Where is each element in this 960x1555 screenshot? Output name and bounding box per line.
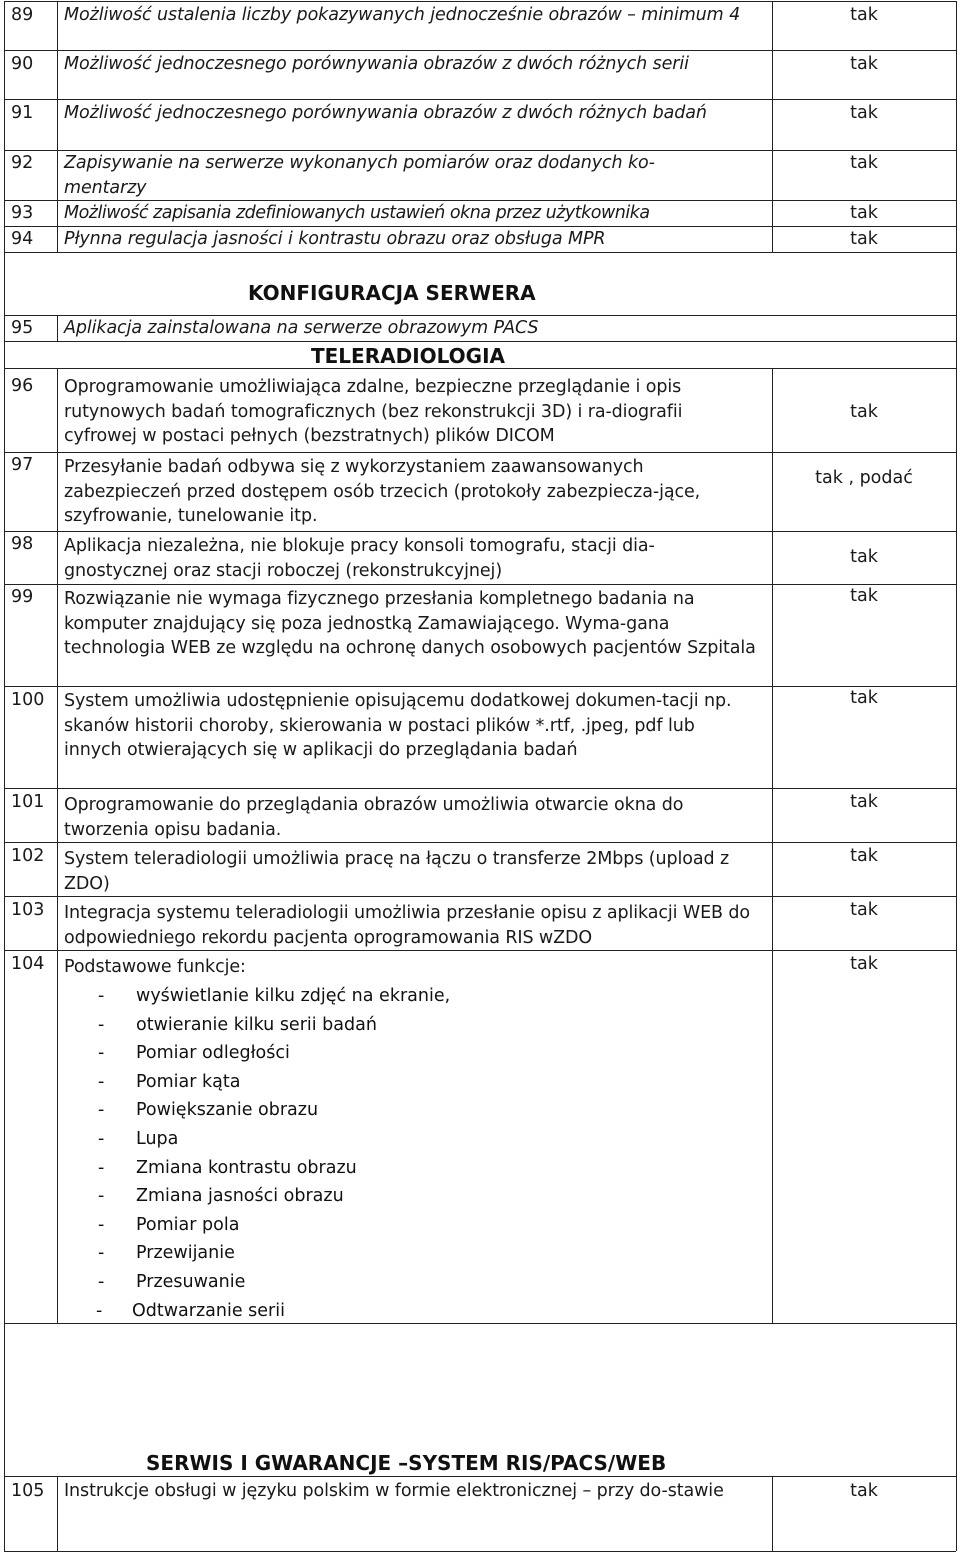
row-number: 103 xyxy=(11,900,45,920)
section-heading-teleradiology: TELERADIOLOGIA xyxy=(311,344,506,368)
row-divider xyxy=(4,252,956,253)
row-value: tak xyxy=(850,54,878,74)
row-value: tak xyxy=(850,586,878,606)
list-bullet: - xyxy=(98,1186,105,1207)
row-description: System umożliwia udostępnienie opisującemu dodatkowej dokumen-tacji np. skanów historii choroby, skierowania w postaci plików *.rtf, .jpeg, pdf lub innych otwierających się w aplikacji do przeglądania badań xyxy=(64,691,732,760)
row-divider xyxy=(4,341,956,342)
row-description: Płynna regulacja jasności i kontrastu obrazu oraz obsługa MPR xyxy=(64,229,606,249)
row-divider xyxy=(4,452,956,453)
row-divider xyxy=(4,788,956,789)
list-item-label: otwieranie kilku serii badań xyxy=(136,1014,377,1035)
row-number: 105 xyxy=(11,1481,45,1501)
list-bullet: - xyxy=(98,1271,105,1292)
row-number: 96 xyxy=(11,376,34,396)
table-border-bottom xyxy=(4,1551,956,1552)
list-item xyxy=(98,1011,450,1040)
column-divider xyxy=(57,1,58,252)
list-item xyxy=(98,1239,450,1268)
list-item-label: Przewijanie xyxy=(136,1243,235,1264)
row-divider xyxy=(4,99,956,100)
list-item-label: Przesuwanie xyxy=(136,1271,246,1292)
row-number: 93 xyxy=(11,203,34,223)
row-value: tak , podać xyxy=(815,468,913,488)
list-bullet: - xyxy=(96,1300,103,1321)
row-value: tak xyxy=(850,1481,878,1501)
row-description: Możliwość ustalenia liczby pokazywanych jednocześnie obrazów – minimum 4 xyxy=(64,5,741,25)
row-number: 99 xyxy=(11,587,34,607)
row-description: Oprogramowanie umożliwiająca zdalne, bezpieczne przeglądanie i opis rutynowych badań tomograficznych (bez rekonstrukcji 3D) i ra-diografii cyfrowej w postaci pełnych (bezstratnych) plików DICOM xyxy=(64,377,683,446)
list-item xyxy=(98,1297,450,1326)
row-value: tak xyxy=(850,402,878,422)
row-value: tak xyxy=(850,846,878,866)
list-bullet: - xyxy=(98,1014,105,1035)
row-number: 101 xyxy=(11,792,45,812)
list-item-label: Zmiana jasności obrazu xyxy=(136,1186,344,1207)
row-value: tak xyxy=(850,954,878,974)
row-divider xyxy=(4,531,956,532)
list-item-label: wyświetlanie kilku zdjęć na ekranie, xyxy=(136,986,451,1006)
column-divider xyxy=(57,315,58,341)
row-number: 90 xyxy=(11,54,34,74)
row-number: 95 xyxy=(11,318,34,338)
column-divider xyxy=(57,1476,58,1551)
row-value: tak xyxy=(850,900,878,920)
row-divider xyxy=(4,950,956,951)
row-description: Możliwość jednoczesnego porównywania obrazów z dwóch różnych badań xyxy=(64,103,707,123)
table-border-left xyxy=(4,1,5,1551)
list-item xyxy=(98,1068,450,1097)
row-description: System teleradiologii umożliwia pracę na łączu o transferze 2Mbps (upload z ZDO) xyxy=(64,849,730,894)
row-number: 102 xyxy=(11,846,45,866)
list-item-label: Pomiar kąta xyxy=(136,1071,241,1092)
list-item xyxy=(98,1268,450,1297)
row-value: tak xyxy=(850,153,878,173)
row-divider xyxy=(4,1476,956,1477)
row-description: Przesyłanie badań odbywa się z wykorzystaniem zaawansowanych zabezpieczeń przed dostępem osób trzecich (protokoły zabezpiecza-jące, szyfrowanie, tunelowanie itp. xyxy=(64,457,701,526)
feature-list xyxy=(98,982,450,1325)
list-item xyxy=(98,1211,450,1240)
section-heading-service: SERWIS I GWARANCJE –SYSTEM RIS/PACS/WEB xyxy=(146,1451,667,1475)
row-description: Podstawowe funkcje: xyxy=(64,957,246,977)
list-item-label: Pomiar odległości xyxy=(136,1043,290,1064)
row-description: Możliwość zapisania zdefiniowanych ustawień okna przez użytkownika xyxy=(64,203,650,223)
list-bullet: - xyxy=(98,1071,105,1092)
row-description: Instrukcje obsługi w języku polskim w formie elektronicznej – przy do-stawie xyxy=(64,1481,724,1501)
list-bullet: - xyxy=(98,1043,105,1064)
row-number: 91 xyxy=(11,103,34,123)
list-bullet: - xyxy=(98,1128,105,1149)
row-divider xyxy=(4,896,956,897)
row-value: tak xyxy=(850,5,878,25)
row-description: Zapisywanie na serwerze wykonanych pomiarów oraz dodanych ko-mentarzy xyxy=(64,153,655,198)
row-number: 104 xyxy=(11,954,45,974)
list-item xyxy=(98,1096,450,1125)
column-divider xyxy=(57,368,58,1323)
row-number: 94 xyxy=(11,229,34,249)
list-bullet: - xyxy=(98,986,105,1006)
row-divider xyxy=(4,50,956,51)
list-bullet: - xyxy=(98,1100,105,1121)
list-bullet: - xyxy=(98,1214,105,1235)
list-item xyxy=(98,1182,450,1211)
row-description: Integracja systemu teleradiologii umożliwia przesłanie opisu z aplikacji WEB do odpowiedniego rekordu pacjenta oprogramowania RIS wZDO xyxy=(64,903,751,948)
row-description: Oprogramowanie do przeglądania obrazów umożliwia otwarcie okna do tworzenia opisu badania. xyxy=(64,795,684,840)
row-divider xyxy=(4,842,956,843)
row-value: tak xyxy=(850,688,878,708)
list-bullet: - xyxy=(98,1157,105,1178)
row-value: tak xyxy=(850,547,878,567)
list-item xyxy=(98,1125,450,1154)
list-bullet: - xyxy=(98,1243,105,1264)
list-item xyxy=(98,1039,450,1068)
row-number: 98 xyxy=(11,534,34,554)
list-item-label: Odtwarzanie serii xyxy=(132,1300,285,1321)
row-number: 89 xyxy=(11,5,34,25)
list-item xyxy=(98,1154,450,1183)
table-border-right xyxy=(956,1,957,1551)
list-item-label: Lupa xyxy=(136,1128,179,1149)
row-value: tak xyxy=(850,792,878,812)
list-item-label: Powiększanie obrazu xyxy=(136,1100,319,1121)
list-item xyxy=(98,982,450,1011)
row-number: 97 xyxy=(11,455,34,475)
row-description: Możliwość jednoczesnego porównywania obrazów z dwóch różnych serii xyxy=(64,54,689,74)
row-value: tak xyxy=(850,229,878,249)
row-number: 100 xyxy=(11,690,45,710)
row-description: Aplikacja zainstalowana na serwerze obrazowym PACS xyxy=(64,318,539,338)
table-border-top xyxy=(4,1,956,2)
row-description: Aplikacja niezależna, nie blokuje pracy konsoli tomografu, stacji dia-gnostycznej oraz stacji roboczej (rekonstrukcyjnej) xyxy=(64,536,655,581)
list-item-label: Zmiana kontrastu obrazu xyxy=(136,1157,357,1178)
section-heading-server: KONFIGURACJA SERWERA xyxy=(248,281,536,305)
row-number: 92 xyxy=(11,153,34,173)
row-value: tak xyxy=(850,103,878,123)
row-description: Rozwiązanie nie wymaga fizycznego przesłania kompletnego badania na komputer znajdujący się poza jednostką Zamawiającego. Wyma-gana technologia WEB ze względu na ochronę danych osobowych pacjentów Szpitala xyxy=(64,589,756,658)
list-item-label: Pomiar pola xyxy=(136,1214,240,1235)
row-value: tak xyxy=(850,203,878,223)
